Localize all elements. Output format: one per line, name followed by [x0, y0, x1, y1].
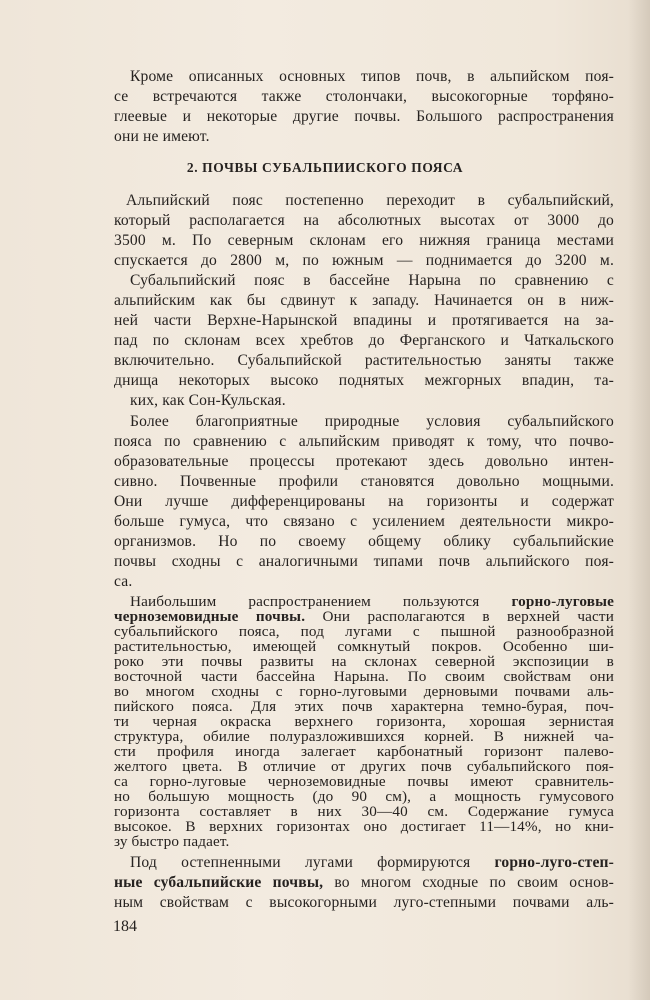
text-line: структура, обилие полуразложившихся корней. В нижней ча- [114, 728, 614, 745]
text-line: желтого цвета. В отличие от других почв субальпийского поя- [114, 758, 614, 775]
text-run: Они располагаются в верхней части [305, 608, 614, 625]
text-line: но большую мощность (до 90 см), а мощность гумусового [114, 788, 614, 805]
text-line: горизонта составляет в них 30—40 см. Содержание гумуса [114, 803, 614, 820]
text-line: почвы сходны с аналогичными типами почв альпийского поя- [114, 553, 614, 570]
soil-type-term: черноземовидные почвы. [114, 608, 306, 625]
text-line: Они лучше дифференцированы на горизонты и содержат [114, 493, 614, 510]
text-line: во многом сходны с горно-луговыми дерновыми почвами аль- [114, 683, 614, 700]
text-line: образовательные процессы протекают здесь довольно интен- [114, 453, 614, 470]
text-line: включительно. Субальпийской растительностью заняты также [114, 352, 614, 369]
text-line: са горно-луговые черноземовидные почвы имеют сравнитель- [114, 773, 614, 790]
text-line: ней части Верхне-Нарынской впадины и протягивается на за- [114, 312, 614, 329]
text-line: высокое. В верхних горизонтах оно достигает 11—14%, но кни- [114, 818, 614, 835]
text-line: зу быстро падает. [114, 833, 230, 850]
text-run: во многом сходные по своим основ- [323, 874, 614, 891]
text-line: Более благоприятные природные условия субальпийского [130, 413, 614, 430]
text-run: Наибольшим распространением пользуются [130, 593, 512, 610]
text-line: 3500 м. По северным склонам его нижняя граница местами [114, 232, 614, 249]
text-line: альпийским как бы сдвинут к западу. Начинается он в ниж- [114, 292, 614, 309]
text-line: организмов. Но по своему общему облику субальпийские [114, 533, 614, 550]
section-heading: 2. ПОЧВЫ СУБАЛЬПИИСКОГО ПОЯСА [186, 160, 464, 175]
text-line: восточной части бассейна Нарына. По своим свойствам они [114, 668, 614, 685]
soil-type-term: горно-луго-степ- [494, 854, 614, 871]
text-line: днища некоторых высоко поднятых межгорных впадин, та- [114, 372, 614, 389]
text-line: они не имеют. [114, 128, 210, 145]
text-line: который располагается на абсолютных высотах от 3000 до [114, 212, 614, 229]
text-line: Субальпийский пояс в бассейне Нарына по сравнению с [130, 272, 614, 289]
text-line: Альпийский пояс постепенно переходит в субальпийский, [126, 192, 614, 209]
soil-type-term: ные субальпийские почвы, [114, 874, 324, 891]
text-line: Кроме описанных основных типов почв, в альпийском поя- [130, 68, 614, 85]
text-line: роко эти почвы развиты на склонах северной экспозиции в [114, 653, 614, 670]
text-line: пояса по сравнению с альпийским приводят к тому, что почво- [114, 433, 614, 450]
text-line: субальпийского пояса, под лугами с пышной разнообразной [114, 623, 614, 640]
text-line: больше гумуса, что связано с усилением деятельности микро- [114, 513, 614, 530]
text-line: растительностью, имеющей сомкнутый покров. Особенно ши- [114, 638, 614, 655]
text-line: се встречаются также столончаки, высокогорные торфяно- [114, 88, 614, 105]
text-line: пад по склонам всех хребтов до Ферганского и Чаткальского [114, 332, 614, 349]
page-edge-shadow [628, 0, 650, 1000]
text-line: ти черная окраска верхнего горизонта, хорошая зернистая [114, 713, 614, 730]
page-number: 184 [113, 918, 137, 935]
text-run: Под остепненными лугами формируются [130, 854, 495, 871]
text-line: спускается до 2800 м, по южным — поднимается до 3200 м. [114, 252, 614, 269]
text-line: глеевые и некоторые другие почвы. Большого распространения [114, 108, 614, 125]
text-line: сивно. Почвенные профили становятся довольно мощными. [114, 473, 614, 490]
text-line: ких, как Сон-Кульская. [130, 392, 286, 409]
text-run: ным свойствам с высокогорными луго-степными почвами аль- [114, 894, 614, 911]
text-line: са. [114, 573, 133, 590]
soil-type-term: горно-луговые [511, 593, 614, 610]
text-line: пийского пояса. Для этих почв характерна темно-бурая, поч- [114, 698, 614, 715]
text-line: сти профиля иногда залегает карбонатный горизонт палево- [114, 743, 614, 760]
